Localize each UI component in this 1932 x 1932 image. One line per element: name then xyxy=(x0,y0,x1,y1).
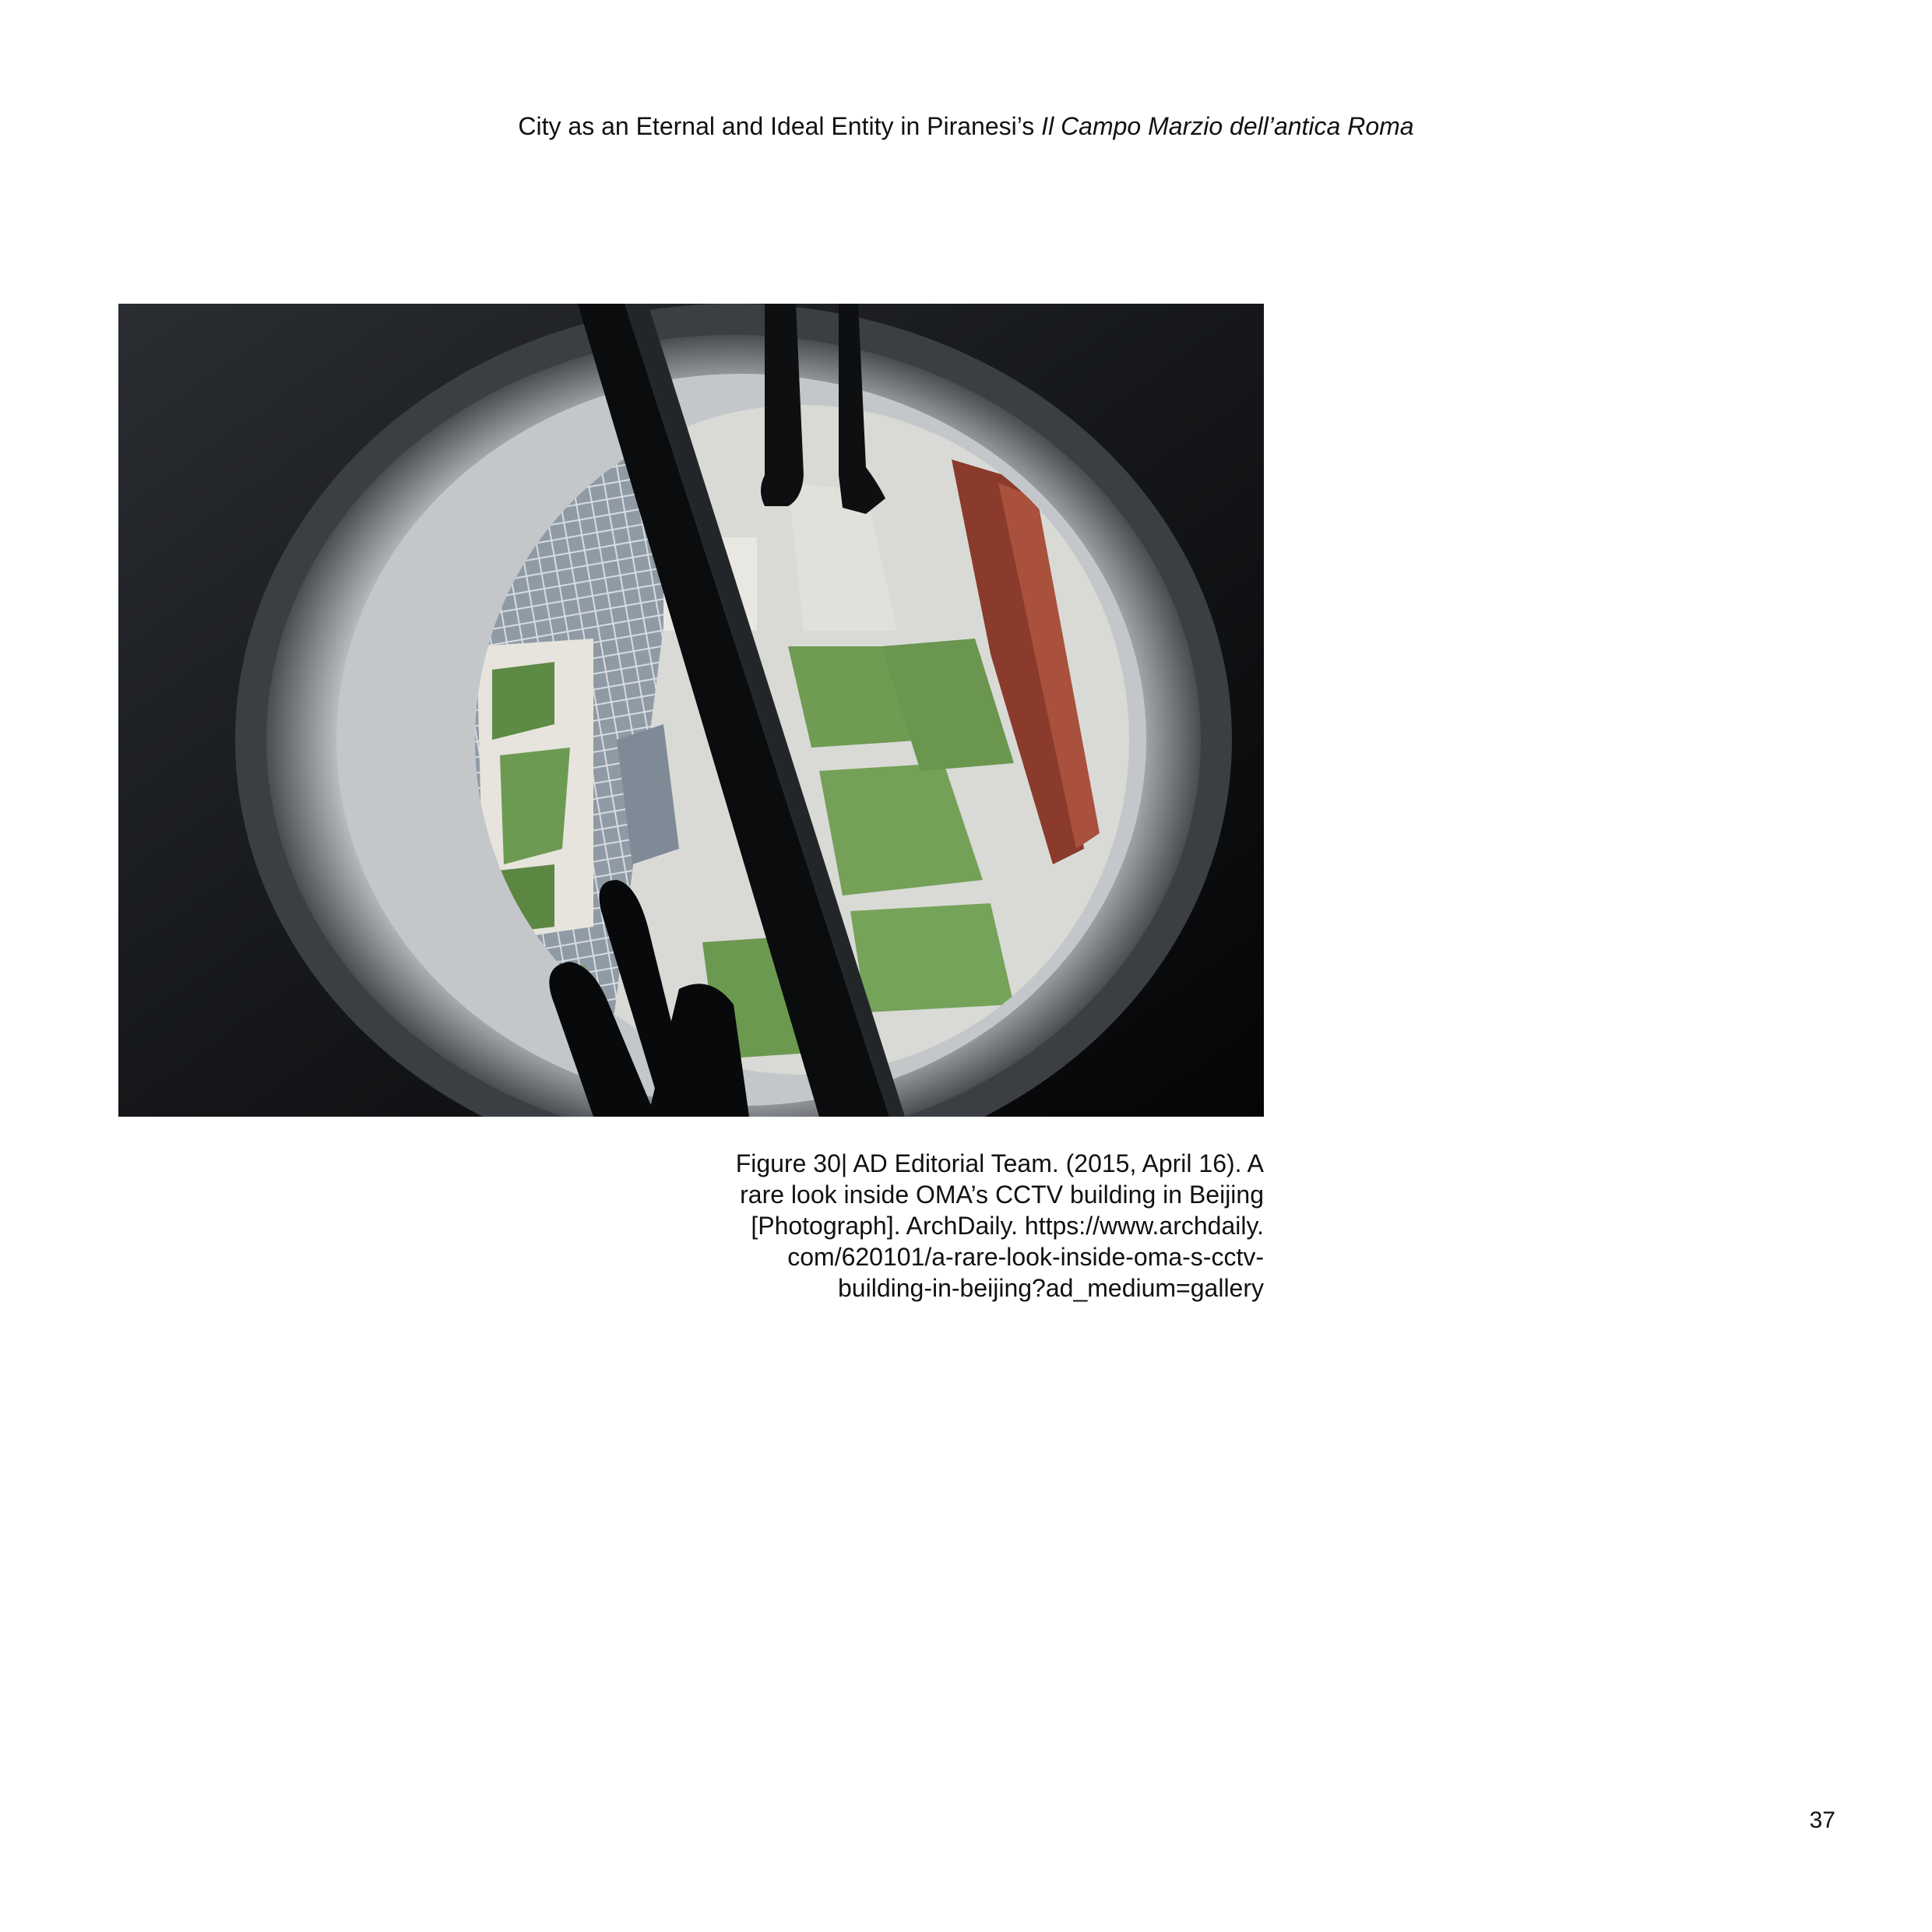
running-header-italic-title: Il Campo Marzio dell’antica Roma xyxy=(1041,112,1414,140)
glass-floor-aerial-photo xyxy=(118,304,1264,1117)
running-header-text: City as an Eternal and Ideal Entity in Piranesi’s xyxy=(518,112,1042,140)
caption-line: rare look inside OMA’s CCTV building in Beijing xyxy=(740,1181,1264,1209)
caption-line: building-in-beijing?ad_medium=gallery xyxy=(838,1274,1264,1302)
figure-caption xyxy=(685,1148,1264,1304)
figure-photograph xyxy=(118,304,1264,1117)
running-header xyxy=(0,109,1932,143)
page-number: 37 xyxy=(1809,1807,1835,1833)
caption-line: Figure 30| AD Editorial Team. (2015, April 16). A xyxy=(735,1149,1264,1177)
caption-line: [Photograph]. ArchDaily. https://www.archdaily. xyxy=(751,1212,1264,1240)
caption-line: com/620101/a-rare-look-inside-oma-s-cctv- xyxy=(787,1243,1264,1271)
